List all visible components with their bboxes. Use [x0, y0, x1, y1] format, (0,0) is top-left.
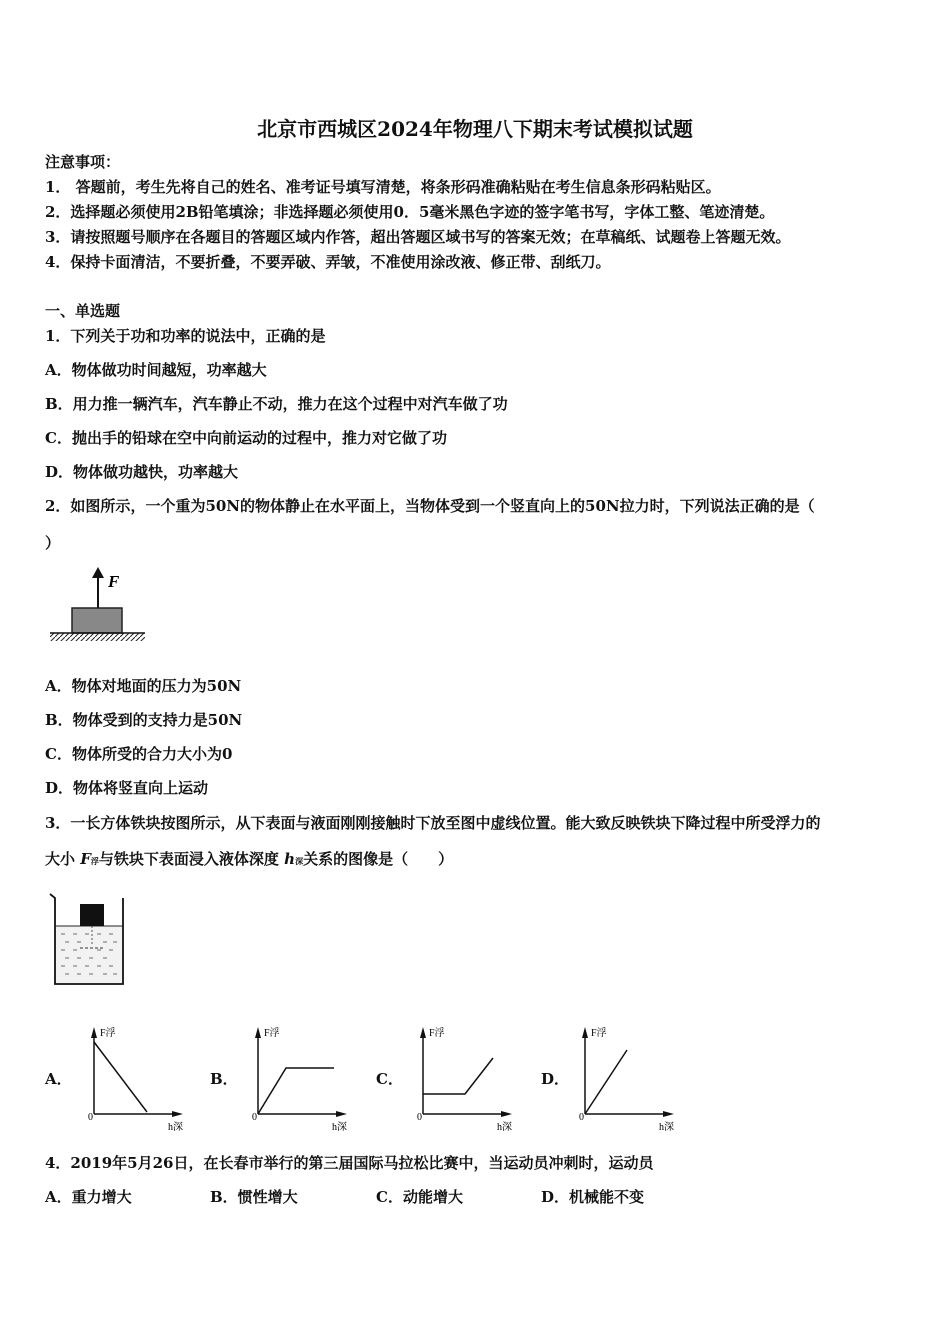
graph-d-y-label: F浮: [591, 1028, 607, 1039]
q4-option-c: C．动能增大: [376, 1188, 463, 1206]
q3-stem-line1: 3．一长方体铁块按图所示，从下表面与液面刚刚接触时下放至图中虚线位置。能大致反映铁块下降过程中所受浮力的: [45, 814, 821, 832]
force-arrow-head: [92, 567, 104, 578]
graph-c-x-arrow: [501, 1111, 512, 1117]
q2-stem-line1: 2．如图所示，一个重为50N的物体静止在水平面上，当物体受到一个竖直向上的50N拉力时，下列说法正确的是（: [45, 497, 815, 515]
liquid: [56, 926, 122, 983]
section-heading: 一、单选题: [45, 302, 121, 320]
q3-depth-symbol: h: [284, 850, 296, 868]
notice-item-1: 1． 答题前，考生先将自己的姓名、准考证号填写清楚，将条形码准确粘贴在考生信息条形码粘贴区。: [45, 178, 721, 196]
q1-option-a: A．物体做功时间越短，功率越大: [45, 361, 267, 379]
q3-force-symbol: F: [80, 850, 91, 868]
q1-option-c: C．抛出手的铅球在空中向前运动的过程中，推力对它做了功: [45, 429, 447, 447]
q2-block-figure: [45, 562, 155, 646]
q3-beaker-figure: [47, 890, 132, 990]
graph-d-x-arrow: [663, 1111, 674, 1117]
ground-hatch: [50, 633, 145, 641]
graph-a-y-arrow: [91, 1027, 97, 1038]
q1-option-d: D．物体做功越快，功率越大: [45, 463, 239, 481]
graph-c-label: C．: [376, 1070, 403, 1088]
force-label: F: [108, 572, 120, 591]
graph-c-curve: [423, 1058, 493, 1094]
notice-item-2: 2．选择题必须使用2B铅笔填涂；非选择题必须使用0．5毫米黑色字迹的签字笔书写，字体工整、笔迹清楚。: [45, 203, 775, 221]
q3-stem-line2: [45, 849, 453, 871]
graph-d-x-label: h深: [659, 1122, 674, 1133]
graph-b-origin: 0: [252, 1112, 257, 1123]
q4-stem: 4．2019年5月26日，在长春市举行的第三届国际马拉松比赛中，当运动员冲刺时，运动员: [45, 1154, 654, 1172]
graph-a-y-label: F浮: [100, 1028, 116, 1039]
graph-a-label: A．: [45, 1070, 72, 1088]
graph-b-y-label: F浮: [264, 1028, 280, 1039]
notice-item-4: 4．保持卡面清洁，不要折叠，不要弄破、弄皱，不准使用涂改液、修正带、刮纸刀。: [45, 253, 611, 271]
graph-c-x-label: h深: [497, 1122, 512, 1133]
q3-force-subscript: 浮: [90, 856, 99, 866]
q1-option-b: B．用力推一辆汽车，汽车静止不动，推力在这个过程中对汽车做了功: [45, 395, 508, 413]
q4-option-d: D．机械能不变: [541, 1188, 645, 1206]
q2-option-d: D．物体将竖直向上运动: [45, 779, 209, 797]
graph-b: [248, 1022, 358, 1137]
graph-a-origin: 0: [88, 1112, 93, 1123]
graph-c-y-label: F浮: [429, 1028, 445, 1039]
graph-b-x-arrow: [336, 1111, 347, 1117]
q4-option-b: B．惯性增大: [210, 1188, 298, 1206]
graph-a-x-label: h深: [168, 1122, 183, 1133]
graph-d-curve: [585, 1050, 627, 1114]
graph-b-y-arrow: [255, 1027, 261, 1038]
graph-a-curve: [94, 1042, 147, 1112]
iron-block: [80, 904, 104, 926]
notice-item-3: 3．请按照题号顺序在各题目的答题区域内作答，超出答题区域书写的答案无效；在草稿纸、试题卷上答题无效。: [45, 228, 791, 246]
q2-stem-line2: ）: [45, 534, 61, 552]
q3-depth-subscript: 深: [295, 856, 304, 866]
graph-a: [84, 1022, 194, 1137]
q1-stem: 1．下列关于功和功率的说法中，正确的是: [45, 327, 326, 345]
graph-c: [413, 1022, 523, 1137]
graph-c-y-arrow: [420, 1027, 426, 1038]
q3-text-a: 大小: [45, 850, 76, 868]
graph-b-curve: [258, 1068, 334, 1114]
q3-text-b: 与铁块下表面浸入液体深度: [98, 850, 279, 868]
page-title: 北京市西城区2024年物理八下期末考试模拟试题: [257, 117, 693, 141]
graph-b-x-label: h深: [332, 1122, 347, 1133]
graph-b-label: B．: [210, 1070, 238, 1088]
q3-text-c: 关系的图像是（ ）: [303, 850, 454, 868]
q2-option-a: A．物体对地面的压力为50N: [45, 677, 242, 695]
q2-option-b: B．物体受到的支持力是50N: [45, 711, 243, 729]
graph-d: [575, 1022, 685, 1137]
notice-heading: 注意事项：: [45, 153, 121, 171]
graph-d-y-arrow: [582, 1027, 588, 1038]
q2-option-c: C．物体所受的合力大小为0: [45, 745, 233, 763]
graph-a-x-arrow: [172, 1111, 183, 1117]
graph-c-origin: 0: [417, 1112, 422, 1123]
graph-d-origin: 0: [579, 1112, 584, 1123]
q4-option-a: A．重力增大: [45, 1188, 132, 1206]
graph-d-label: D．: [541, 1070, 570, 1088]
block: [72, 608, 122, 633]
